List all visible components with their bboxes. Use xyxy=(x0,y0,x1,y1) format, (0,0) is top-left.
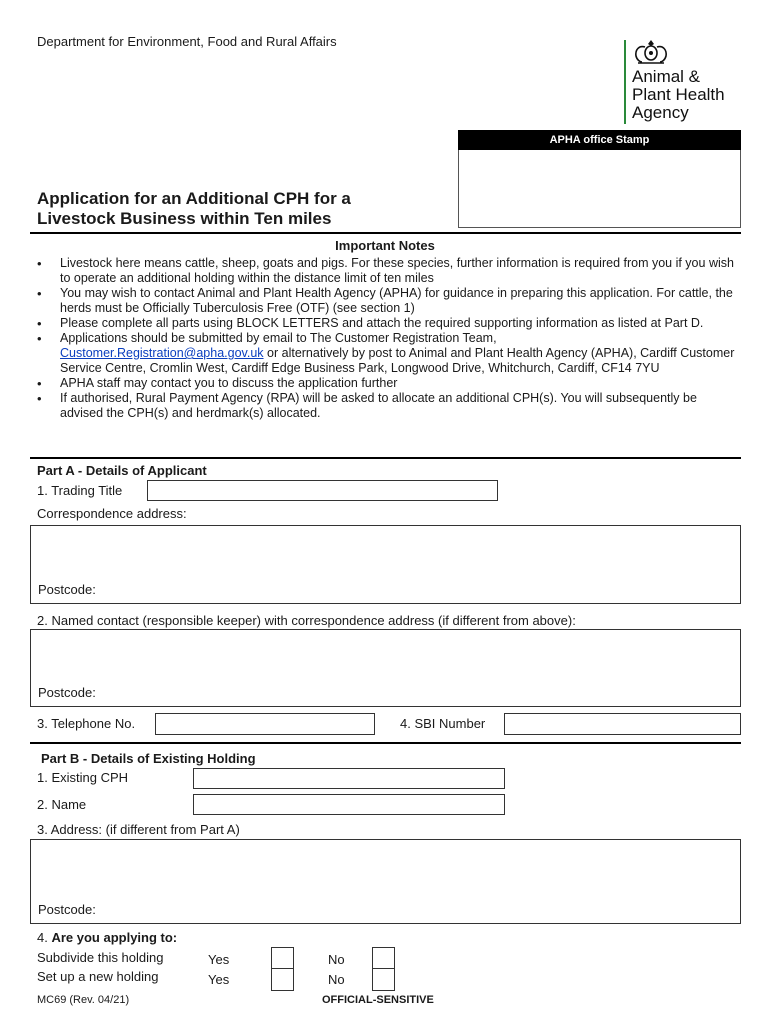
postcode-label: Postcode: xyxy=(38,902,96,917)
note-item: • Livestock here means cattle, sheep, goats and pigs. For these species, further information is required from you if you wish to operate an additional holding within the distance limit of ten miles xyxy=(37,256,737,286)
correspondence-address-input[interactable] xyxy=(30,525,741,604)
classification-label: OFFICIAL-SENSITIVE xyxy=(322,994,434,1006)
royal-crest-icon xyxy=(632,38,670,66)
named-contact-address-input[interactable] xyxy=(30,629,741,707)
form-title xyxy=(37,189,457,229)
section-divider xyxy=(30,742,741,744)
sbi-number-label: 4. SBI Number xyxy=(400,716,486,731)
question-text: Are you applying to: xyxy=(51,930,178,945)
department-name: Department for Environment, Food and Rural Affairs xyxy=(37,34,337,49)
holding-name-label: 2. Name xyxy=(37,797,87,812)
agency-line-3: Agency xyxy=(632,103,689,122)
logo-divider xyxy=(624,40,626,124)
trading-title-input[interactable] xyxy=(147,480,498,501)
existing-cph-label: 1. Existing CPH xyxy=(37,770,129,785)
customer-registration-email-link[interactable]: Customer.Registration@apha.gov.uk xyxy=(60,346,264,360)
important-notes-heading: Important Notes xyxy=(335,238,435,253)
applying-to-question xyxy=(37,930,177,945)
telephone-input[interactable] xyxy=(155,713,375,735)
section-divider xyxy=(30,457,741,459)
option-new-holding-label: Set up a new holding xyxy=(37,969,159,984)
office-stamp-box xyxy=(458,150,741,228)
holding-address-input[interactable] xyxy=(30,839,741,924)
form-reference: MC69 (Rev. 04/21) xyxy=(37,994,130,1006)
yes-label: Yes xyxy=(208,972,230,987)
trading-title-label: 1. Trading Title xyxy=(37,483,123,498)
part-a-heading: Part A - Details of Applicant xyxy=(37,463,207,478)
holding-name-input[interactable] xyxy=(193,794,505,815)
note-text: Applications should be submitted by email to The Customer Registration Team, xyxy=(60,331,497,345)
form-title-line-2: Livestock Business within Ten miles xyxy=(37,209,332,228)
subdivide-yes-checkbox[interactable] xyxy=(271,947,294,970)
correspondence-address-label: Correspondence address: xyxy=(37,506,187,521)
sbi-number-input[interactable] xyxy=(504,713,741,735)
yes-label: Yes xyxy=(208,952,230,967)
no-label: No xyxy=(328,972,345,987)
note-item: • You may wish to contact Animal and Plant Health Agency (APHA) for guidance in preparing this application. For cattle, the herds must be Officially Tuberculosis Free (OTF) (see section 1) xyxy=(37,286,737,316)
note-item xyxy=(37,331,737,376)
note-item: • APHA staff may contact you to discuss the application further xyxy=(37,376,737,391)
form-title-line-1: Application for an Additional CPH for a xyxy=(37,189,351,208)
postcode-label: Postcode: xyxy=(38,582,96,597)
no-label: No xyxy=(328,952,345,967)
agency-line-1: Animal & xyxy=(632,67,701,86)
note-item: • Please complete all parts using BLOCK LETTERS and attach the required supporting information as listed at Part D. xyxy=(37,316,737,331)
agency-line-2: Plant Health xyxy=(632,85,725,104)
important-notes-list xyxy=(37,256,737,421)
part-b-heading: Part B - Details of Existing Holding xyxy=(41,751,256,766)
section-divider xyxy=(30,232,741,234)
telephone-label: 3. Telephone No. xyxy=(37,716,136,731)
agency-name xyxy=(632,68,725,122)
note-item: • If authorised, Rural Payment Agency (RPA) will be asked to allocate an additional CPH(s). You will subsequently be advised the CPH(s) and herdmark(s) allocated. xyxy=(37,391,737,421)
option-subdivide-label: Subdivide this holding xyxy=(37,950,164,965)
holding-address-label: 3. Address: (if different from Part A) xyxy=(37,822,240,837)
new-holding-yes-checkbox[interactable] xyxy=(271,968,294,991)
existing-cph-input[interactable] xyxy=(193,768,505,789)
stamp-label: APHA office Stamp xyxy=(458,130,741,150)
named-contact-label: 2. Named contact (responsible keeper) with correspondence address (if different from above): xyxy=(37,613,576,628)
note-text: or alternatively by post to Animal and Plant Health Agency (APHA), Cardiff Customer Service Centre, Cromlin West, Cardiff Edge Business Park, Longwood Drive, Whitchurch, Cardiff, CF14 7YU xyxy=(60,346,735,375)
question-number: 4. xyxy=(37,930,48,945)
subdivide-no-checkbox[interactable] xyxy=(372,947,395,970)
new-holding-no-checkbox[interactable] xyxy=(372,968,395,991)
postcode-label: Postcode: xyxy=(38,685,96,700)
